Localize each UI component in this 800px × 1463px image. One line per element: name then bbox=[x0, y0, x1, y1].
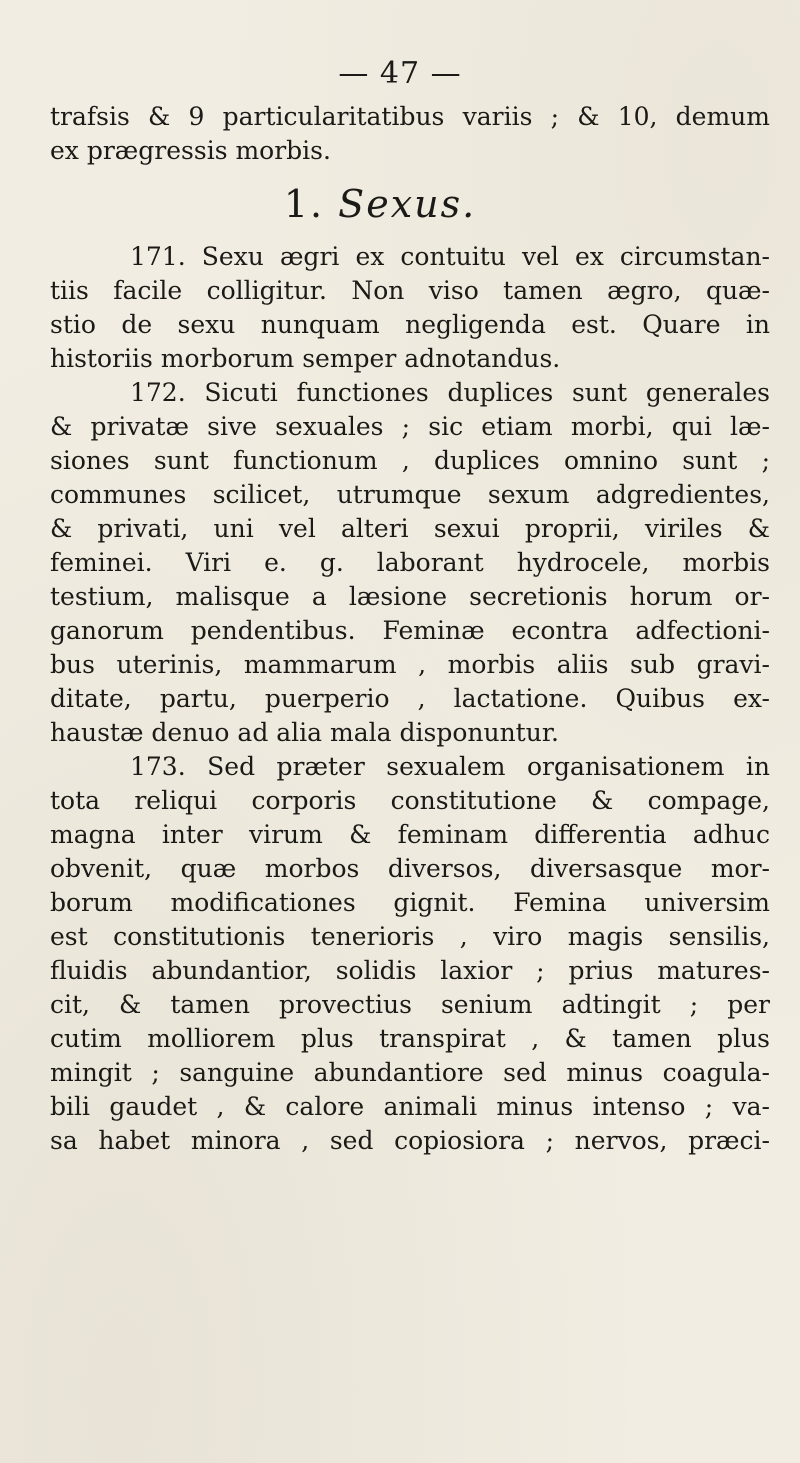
text-line: 173. Sed præter sexualem organisationem in bbox=[130, 752, 770, 781]
paragraph-172 bbox=[50, 376, 770, 750]
text-line: bili gaudet , & calore animali minus intenso ; va- bbox=[50, 1092, 770, 1121]
page-text bbox=[50, 100, 770, 1158]
text-line: & privatæ sive sexuales ; sic etiam morbi, qui læ- bbox=[50, 412, 770, 441]
text-line: historiis morborum semper adnotandus. bbox=[50, 344, 561, 373]
paragraph-171 bbox=[50, 240, 770, 376]
text-line: 171. Sexu ægri ex contuitu vel ex circumstan- bbox=[130, 242, 770, 271]
paragraph-173 bbox=[50, 750, 770, 1158]
text-line: haustæ denuo ad alia mala disponuntur. bbox=[50, 718, 559, 747]
text-line: testium, malisque a læsione secretionis horum or- bbox=[50, 582, 770, 611]
text-line: feminei. Viri e. g. laborant hydrocele, morbis bbox=[50, 548, 770, 577]
text-line: bus uterinis, mammarum , morbis aliis sub gravi- bbox=[50, 650, 770, 679]
section-title: Sexus. bbox=[338, 182, 477, 226]
text-line: trafsis & 9 particularitatibus variis ; & 10, demum bbox=[50, 102, 770, 131]
text-line: 172. Sicuti functiones duplices sunt generales bbox=[130, 378, 770, 407]
text-line: cit, & tamen provectius senium adtingit ; per bbox=[50, 990, 770, 1019]
text-line: obvenit, quæ morbos diversos, diversasque mor- bbox=[50, 854, 770, 883]
text-line: tiis facile colligitur. Non viso tamen ægro, quæ- bbox=[50, 276, 770, 305]
text-line: ganorum pendentibus. Feminæ econtra adfectioni- bbox=[50, 616, 770, 645]
text-line: ex prægressis morbis. bbox=[50, 136, 331, 165]
text-line: tota reliqui corporis constitutione & compage, bbox=[50, 786, 770, 815]
text-line: magna inter virum & feminam differentia adhuc bbox=[50, 820, 770, 849]
section-heading bbox=[50, 168, 770, 240]
page-number: — 47 — bbox=[338, 56, 462, 91]
text-line: fluidis abundantior, solidis laxior ; prius matures- bbox=[50, 956, 770, 985]
text-line: est constitutionis tenerioris , viro magis sensilis, bbox=[50, 922, 770, 951]
text-line: ditate, partu, puerperio , lactatione. Quibus ex- bbox=[50, 684, 770, 713]
text-line: cutim molliorem plus transpirat , & tamen plus bbox=[50, 1024, 770, 1053]
text-line: borum modificationes gignit. Femina universim bbox=[50, 888, 770, 917]
text-line: mingit ; sanguine abundantiore sed minus coagula- bbox=[50, 1058, 770, 1087]
text-line: & privati, uni vel alteri sexui proprii, viriles & bbox=[50, 514, 770, 543]
text-line: stio de sexu nunquam negligenda est. Quare in bbox=[50, 310, 770, 339]
text-line: siones sunt functionum , duplices omnino sunt ; bbox=[50, 446, 770, 475]
text-line: communes scilicet, utrumque sexum adgredientes, bbox=[50, 480, 770, 509]
text-line: sa habet minora , sed copiosiora ; nervos, præci- bbox=[50, 1126, 770, 1155]
section-number: 1. bbox=[283, 182, 325, 226]
